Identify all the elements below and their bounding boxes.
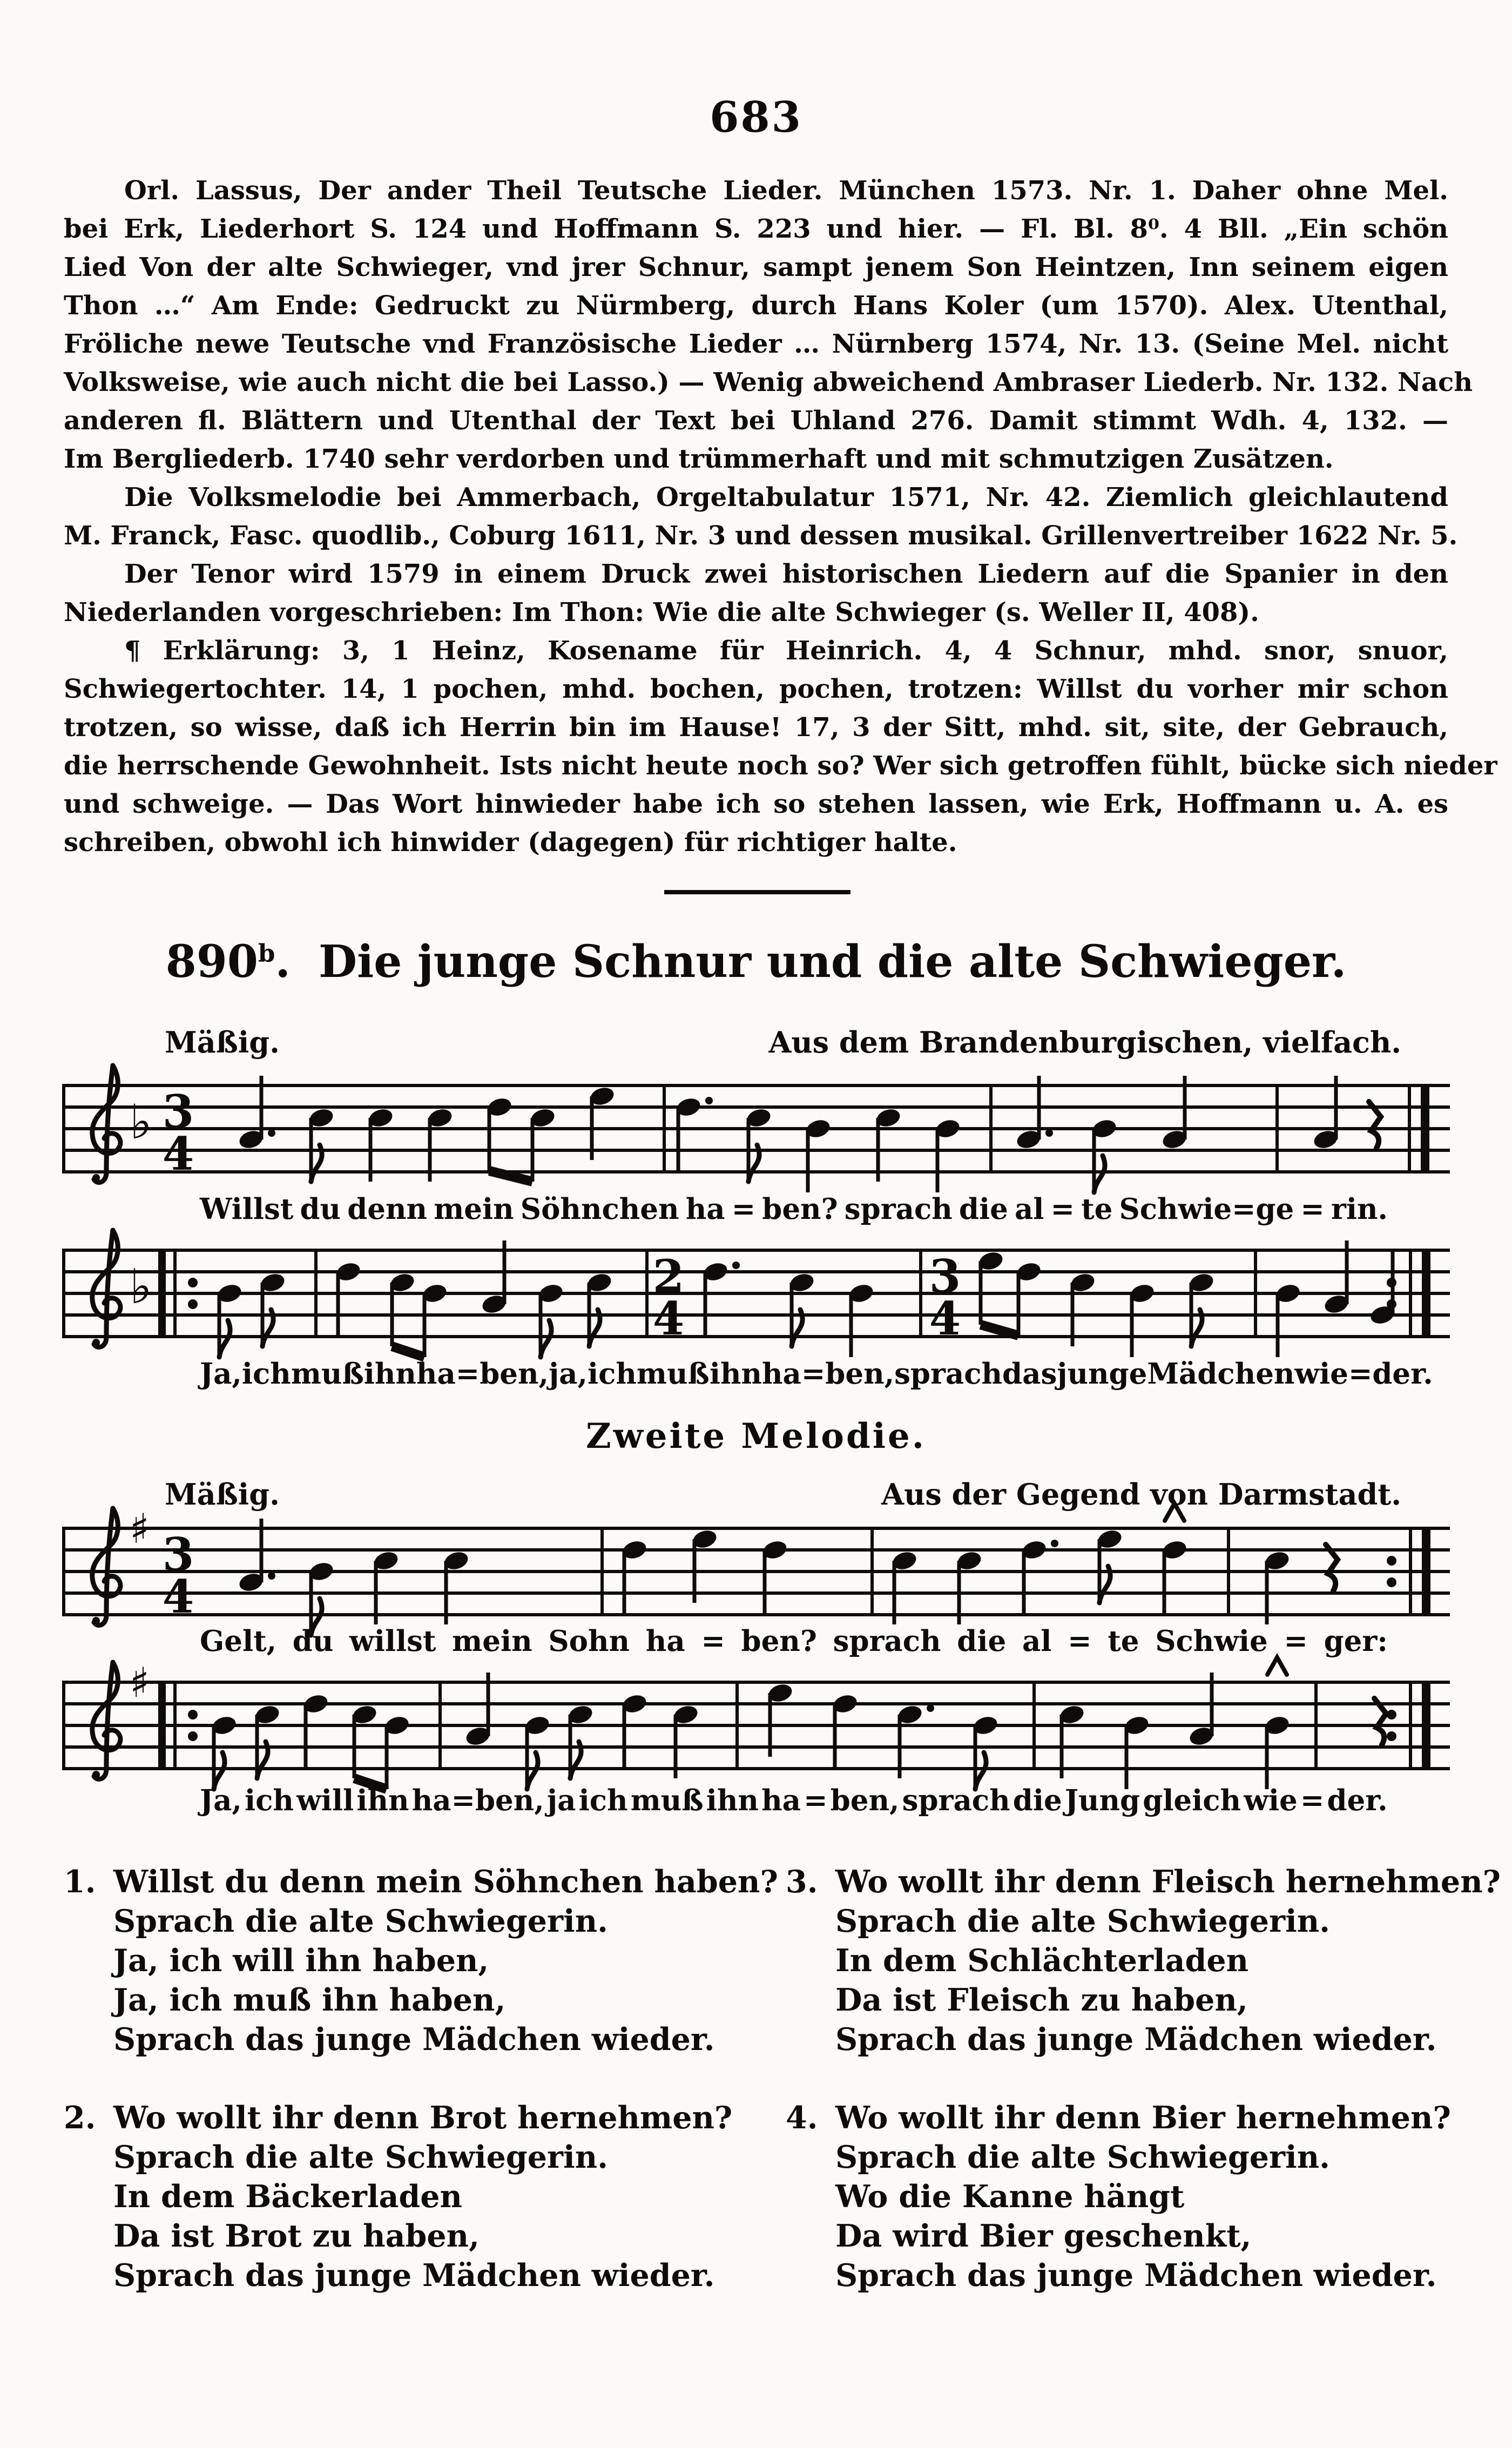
sharp-sign-icon: ♯ xyxy=(130,1658,150,1707)
lyric-syllable: die xyxy=(957,1624,1007,1658)
note-stem xyxy=(1276,1293,1280,1357)
lyric-syllable: junge xyxy=(1057,1357,1148,1391)
lyric-syllable: Schwie xyxy=(1155,1624,1268,1658)
flat-sign-icon: ♭ xyxy=(130,1259,152,1314)
note-stem xyxy=(623,1550,626,1614)
note-stem xyxy=(1130,1293,1134,1357)
commentary-line: Schwiegertochter. 14, 1 pochen, mhd. bochen, pochen, trotzen: Willst du vorher mir schon xyxy=(64,674,1448,704)
lyric-syllable: Söhnchen xyxy=(520,1192,679,1226)
note-stem xyxy=(849,1293,853,1357)
time-signature: 3 xyxy=(162,1085,194,1138)
beam xyxy=(392,1346,424,1357)
barline xyxy=(314,1249,318,1338)
lyric-syllable: gleich xyxy=(1143,1784,1241,1817)
note-stem xyxy=(1022,1550,1026,1614)
note-stem xyxy=(444,1561,448,1624)
commentary-line: trotzen, so wisse, daß ich Herrin bin im Hause! 17, 3 der Sitt, mhd. sit, site, der Gebrauch, xyxy=(64,712,1448,743)
note-stem xyxy=(893,1561,896,1624)
lyric-syllable: sprach xyxy=(902,1784,1010,1817)
lyric-syllable: ben, xyxy=(830,1784,900,1817)
lyric-syllable: Jung xyxy=(1064,1784,1140,1817)
note-stem xyxy=(1017,1272,1021,1336)
lyric-syllable: = xyxy=(1300,1784,1325,1817)
accent-caret-icon xyxy=(1267,1657,1287,1675)
staff-3-lyrics xyxy=(200,1624,1388,1658)
lyric-syllable: Gelt, xyxy=(200,1624,277,1658)
staff-4-lyrics xyxy=(200,1784,1388,1817)
verse-2 xyxy=(64,2098,760,2295)
commentary-line: Volksweise, wie auch nicht die bei Lasso.) — Wenig abweichend Ambraser Liederb. Nr. 132. Nach xyxy=(64,367,1473,397)
verse-line: Sprach das junge Mädchen wieder. xyxy=(835,2021,1437,2058)
lyric-syllable: al xyxy=(1014,1192,1044,1226)
lyric-syllable: wie xyxy=(1244,1784,1298,1817)
augmentation-dot xyxy=(705,1097,713,1104)
lyric-syllable: ich xyxy=(578,1784,628,1817)
staff-1-lyrics xyxy=(200,1192,1388,1226)
lyric-syllable: Mädchen xyxy=(1147,1357,1295,1391)
verse-line: Da wird Bier geschenkt, xyxy=(835,2218,1252,2254)
melody1-source: Aus dem Brandenburgischen, vielfach. xyxy=(768,1025,1401,1060)
time-signature: 4 xyxy=(162,1127,194,1181)
note-stem xyxy=(1210,1673,1214,1736)
repeat-dots-icon xyxy=(188,1278,198,1287)
verse-1 xyxy=(64,1862,778,2059)
note-stem xyxy=(260,1076,264,1139)
verse-line: Sprach die alte Schwiegerin. xyxy=(113,1903,609,1939)
note-stem xyxy=(590,1096,594,1160)
treble-clef-icon xyxy=(92,1662,120,1779)
note-stem xyxy=(1183,1076,1187,1139)
barline xyxy=(438,1681,442,1770)
commentary-line: Lied Von der alte Schwieger, vnd jrer Schnur, sampt jenem Son Heintzen, Inn seinem eigen xyxy=(64,252,1448,282)
note-stem xyxy=(369,1118,373,1182)
verse-line: Da ist Fleisch zu haben, xyxy=(835,1982,1248,2018)
verse-line: 3. Wo wollt ihr denn Fleisch hernehmen? xyxy=(786,1862,1488,1901)
verse-number: 1. xyxy=(64,1864,96,1900)
note-stem xyxy=(1037,1076,1041,1139)
barline xyxy=(1254,1249,1257,1338)
verse-line: Sprach die alte Schwiegerin. xyxy=(835,1903,1331,1939)
time-signature: 3 xyxy=(929,1250,961,1303)
note-stem xyxy=(806,1129,810,1192)
commentary-line: die herrschende Gewohnheit. Ists nicht heute noch so? Wer sich getroffen fühlt, bücke sich nieder xyxy=(64,751,1497,781)
repeat-dots-icon xyxy=(1387,1556,1396,1566)
commentary-line: schreiben, obwohl ich hinwider (dagegen) für richtiger halte. xyxy=(64,827,957,858)
barline xyxy=(870,1527,874,1616)
note-stem xyxy=(531,1118,535,1182)
verse-line: In dem Bäckerladen xyxy=(113,2179,462,2215)
lyric-syllable: denn xyxy=(347,1192,428,1226)
lyric-syllable: ha xyxy=(761,1784,801,1817)
note-stem xyxy=(876,1118,880,1182)
commentary-line: Thon …“ Am Ende: Gedruckt zu Nürmberg, durch Hans Koler (um 1570). Alex. Utenthal, xyxy=(64,291,1448,321)
repeat-dots-icon xyxy=(188,1710,198,1719)
commentary-line: und schweige. — Das Wort hinwieder habe ich so stehen lassen, wie Erk, Hoffmann u. A. es xyxy=(64,789,1448,819)
note-stem xyxy=(898,1715,902,1778)
note-stem xyxy=(1345,1240,1349,1304)
augmentation-dot xyxy=(927,1704,934,1712)
verse-line: 2. Wo wollt ihr denn Brot hernehmen? xyxy=(64,2098,760,2137)
barline xyxy=(1227,1527,1230,1616)
lyric-syllable: = xyxy=(1300,1192,1325,1226)
barline xyxy=(919,1249,922,1338)
augmentation-dot xyxy=(1045,1129,1053,1137)
verse-line: Ja, ich will ihn haben, xyxy=(113,1943,489,1979)
lyric-syllable: te xyxy=(1108,1624,1139,1658)
melody2-source: Aus der Gegend von Darmstadt. xyxy=(881,1477,1401,1512)
verses-left-column xyxy=(64,1862,778,2295)
lyric-syllable: ha=ben, xyxy=(416,1357,549,1391)
note-stem xyxy=(1163,1550,1166,1614)
lyric-syllable: mein xyxy=(452,1624,532,1658)
verse-line: 1. Willst du denn mein Söhnchen haben? xyxy=(64,1862,760,1901)
lyric-syllable: ha xyxy=(645,1624,685,1658)
lyric-syllable: der. xyxy=(1327,1784,1388,1817)
barline xyxy=(1275,1084,1279,1174)
commentary-line: ¶ Erklärung: 3, 1 Heinz, Kosename für Heinrich. 4, 4 Schnur, mhd. snor, snuor, xyxy=(124,636,1448,666)
sharp-sign-icon: ♯ xyxy=(130,1505,150,1553)
second-melody-heading: Zweite Melodie. xyxy=(585,1416,927,1456)
barline xyxy=(989,1084,993,1174)
lyric-syllable: ha xyxy=(685,1192,725,1226)
barline xyxy=(663,1084,666,1174)
music-staff-2 xyxy=(62,1237,1450,1355)
staff-2-lyrics xyxy=(200,1357,1433,1391)
music-staff-3 xyxy=(62,1505,1450,1634)
lyric-syllable: ich xyxy=(245,1784,294,1817)
note-stem xyxy=(503,1240,507,1304)
verse-line: Sprach die alte Schwiegerin. xyxy=(835,2139,1331,2175)
lyric-syllable: wie=der. xyxy=(1294,1357,1433,1391)
augmentation-dot xyxy=(268,1129,275,1137)
page-number: 683 xyxy=(710,93,802,142)
lyric-syllable: = xyxy=(804,1784,828,1817)
lyric-syllable: = xyxy=(1050,1192,1075,1226)
note-stem xyxy=(385,1725,389,1789)
verse-line: Sprach das junge Mädchen wieder. xyxy=(113,2257,715,2294)
note-stem xyxy=(390,1283,394,1346)
lyric-syllable: = xyxy=(701,1624,725,1658)
lyric-syllable: Ja, xyxy=(200,1357,242,1391)
verse-number: 3. xyxy=(786,1864,818,1900)
song-number-sup: b xyxy=(258,939,275,968)
lyric-syllable: rin. xyxy=(1331,1192,1388,1226)
lyric-syllable: muß xyxy=(636,1357,710,1391)
lyric-syllable: sprach xyxy=(894,1357,1003,1391)
note-stem xyxy=(936,1129,940,1192)
lyric-syllable: ihn xyxy=(709,1357,762,1391)
lyric-syllable: Willst xyxy=(200,1192,294,1226)
treble-clef-icon xyxy=(92,1508,120,1626)
note-stem xyxy=(488,1107,491,1171)
music-staff-4 xyxy=(62,1658,1450,1788)
beam xyxy=(981,1325,1018,1336)
lyric-syllable: ihn xyxy=(706,1784,759,1817)
barline xyxy=(735,1681,739,1770)
verse-line: 4. Wo wollt ihr denn Bier hernehmen? xyxy=(786,2098,1488,2137)
commentary-line: Fröliche newe Teutsche vnd Französische Lieder … Nürnberg 1574, Nr. 13. (Seine Mel. nicht xyxy=(64,329,1448,359)
commentary-line: Orl. Lassus, Der ander Theil Teutsche Lieder. München 1573. Nr. 1. Daher ohne Mel. xyxy=(124,176,1448,206)
augmentation-dot xyxy=(732,1262,740,1269)
augmentation-dot xyxy=(1051,1540,1058,1547)
lyric-syllable: die xyxy=(1013,1784,1062,1817)
lyric-syllable: = xyxy=(1068,1624,1092,1658)
lyric-syllable: ha=ben, xyxy=(411,1784,544,1817)
time-signature: 4 xyxy=(162,1570,194,1623)
note-stem xyxy=(957,1561,961,1624)
verse-line: Sprach das junge Mädchen wieder. xyxy=(835,2257,1437,2294)
note-stem xyxy=(1391,1251,1395,1315)
lyric-syllable: das xyxy=(1002,1357,1057,1391)
commentary-line: bei Erk, Liederhort S. 124 und Hoffmann S. 223 und hier. — Fl. Bl. 8⁰. 4 Bll. „Ein schön xyxy=(64,214,1448,244)
lyric-syllable: mein xyxy=(434,1192,514,1226)
flat-sign-icon: ♭ xyxy=(130,1094,152,1150)
melody2-header xyxy=(165,1477,1401,1512)
time-signature: 4 xyxy=(652,1292,685,1345)
time-signature: 3 xyxy=(162,1528,194,1581)
lyric-syllable: ben? xyxy=(741,1624,817,1658)
lyric-syllable: ja xyxy=(546,1784,576,1817)
time-signature: 2 xyxy=(652,1250,685,1303)
time-signature: 4 xyxy=(929,1292,961,1345)
note-stem xyxy=(304,1704,308,1768)
lyric-syllable: ihn xyxy=(356,1784,409,1817)
lyric-syllable: du xyxy=(300,1192,341,1226)
commentary-line: Niederlanden vorgeschrieben: Im Thon: Wie die alte Schwieger (s. Weller II, 408). xyxy=(64,597,1259,628)
commentary-line: Im Bergliederb. 1740 sehr verdorben und trümmerhaft und mit schmutzigen Zusätzen. xyxy=(64,444,1334,474)
note-stem xyxy=(1265,1725,1269,1789)
melody2-tempo: Mäßig. xyxy=(165,1477,280,1512)
lyric-syllable: ja, xyxy=(548,1357,588,1391)
note-stem xyxy=(374,1561,378,1624)
note-stem xyxy=(260,1519,264,1582)
note-stem xyxy=(423,1293,427,1357)
lyric-syllable: Schwie=ge xyxy=(1119,1192,1294,1226)
song-title xyxy=(0,936,1512,988)
lyric-syllable: ihn xyxy=(363,1357,416,1391)
lyric-syllable: Sohn xyxy=(548,1624,630,1658)
lyric-syllable: die xyxy=(959,1192,1008,1226)
note-stem xyxy=(1060,1715,1064,1778)
song-title-text: Die junge Schnur und die alte Schwieger. xyxy=(318,936,1347,988)
note-stem xyxy=(763,1550,767,1614)
note-stem xyxy=(336,1272,340,1336)
verse-line: Sprach das junge Mädchen wieder. xyxy=(113,2021,715,2058)
note-stem xyxy=(487,1673,490,1736)
verse-line: Ja, ich muß ihn haben, xyxy=(113,1982,506,2018)
verse-4 xyxy=(786,2098,1488,2295)
lyric-syllable: al xyxy=(1022,1624,1052,1658)
note-stem xyxy=(677,1107,680,1171)
barline xyxy=(600,1527,604,1616)
barline xyxy=(645,1249,649,1338)
verse-line: Sprach die alte Schwiegerin. xyxy=(113,2139,609,2175)
commentary-line: anderen fl. Blättern und Utenthal der Text bei Uhland 276. Damit stimmt Wdh. 4, 132. — xyxy=(64,406,1448,436)
commentary-line: Die Volksmelodie bei Ammerbach, Orgeltabulatur 1571, Nr. 42. Ziemlich gleichlautend xyxy=(124,482,1448,512)
note-stem xyxy=(768,1693,772,1757)
verse-line: In dem Schlächterladen xyxy=(835,1943,1249,1979)
note-stem xyxy=(1125,1725,1129,1789)
lyric-syllable: Ja, xyxy=(200,1784,242,1817)
music-staff-1 xyxy=(62,1072,1450,1191)
lyric-syllable: te xyxy=(1081,1192,1113,1226)
song-number: 890$^b$. xyxy=(165,936,291,988)
lyric-syllable: ha=ben, xyxy=(762,1357,895,1391)
note-stem xyxy=(1071,1283,1075,1346)
augmentation-dot xyxy=(268,1572,275,1580)
verse-line: Wo die Kanne hängt xyxy=(835,2179,1185,2215)
verse-3 xyxy=(786,1862,1501,2059)
treble-clef-icon xyxy=(92,1230,120,1347)
lyric-syllable: will xyxy=(296,1784,354,1817)
note-stem xyxy=(833,1704,837,1768)
verse-line: Da ist Brot zu haben, xyxy=(113,2218,480,2254)
note-stem xyxy=(979,1261,983,1325)
commentary-line: Der Tenor wird 1579 in einem Druck zwei historischen Liedern auf die Spanier in den xyxy=(124,559,1448,589)
melody1-tempo: Mäßig. xyxy=(165,1025,280,1060)
note-stem xyxy=(428,1118,432,1182)
verse-number: 4. xyxy=(786,2100,818,2136)
treble-clef-icon xyxy=(92,1065,120,1183)
note-stem xyxy=(674,1715,678,1778)
commentary-block xyxy=(64,172,1497,862)
note-stem xyxy=(353,1715,356,1778)
lyric-syllable: ich xyxy=(587,1357,637,1391)
lyric-syllable: sprach xyxy=(844,1192,953,1226)
lyric-syllable: du xyxy=(292,1624,334,1658)
lyric-syllable: ich xyxy=(241,1357,291,1391)
melody1-header xyxy=(165,1025,1401,1060)
commentary-line: M. Franck, Fasc. quodlib., Coburg 1611, Nr. 3 und dessen musikal. Grillenvertreiber 1622 Nr. 5. xyxy=(64,521,1458,551)
verse-number: 2. xyxy=(64,2100,96,2136)
section-divider xyxy=(664,890,850,894)
lyric-syllable: willst xyxy=(349,1624,436,1658)
lyric-syllable: ger: xyxy=(1324,1624,1388,1658)
lyric-syllable: = xyxy=(1284,1624,1308,1658)
lyric-syllable: ben? xyxy=(762,1192,838,1226)
lyric-syllable: = xyxy=(731,1192,756,1226)
note-stem xyxy=(1334,1076,1338,1139)
note-stem xyxy=(1265,1561,1269,1624)
verses-right-column xyxy=(786,1862,1501,2295)
barline xyxy=(1032,1681,1036,1770)
note-stem xyxy=(693,1539,697,1603)
lyric-syllable: sprach xyxy=(833,1624,941,1658)
note-stem xyxy=(623,1704,626,1768)
lyric-syllable: muß xyxy=(630,1784,704,1817)
note-stem xyxy=(704,1272,707,1336)
lyric-syllable: muß xyxy=(291,1357,364,1391)
barline xyxy=(1314,1681,1318,1770)
